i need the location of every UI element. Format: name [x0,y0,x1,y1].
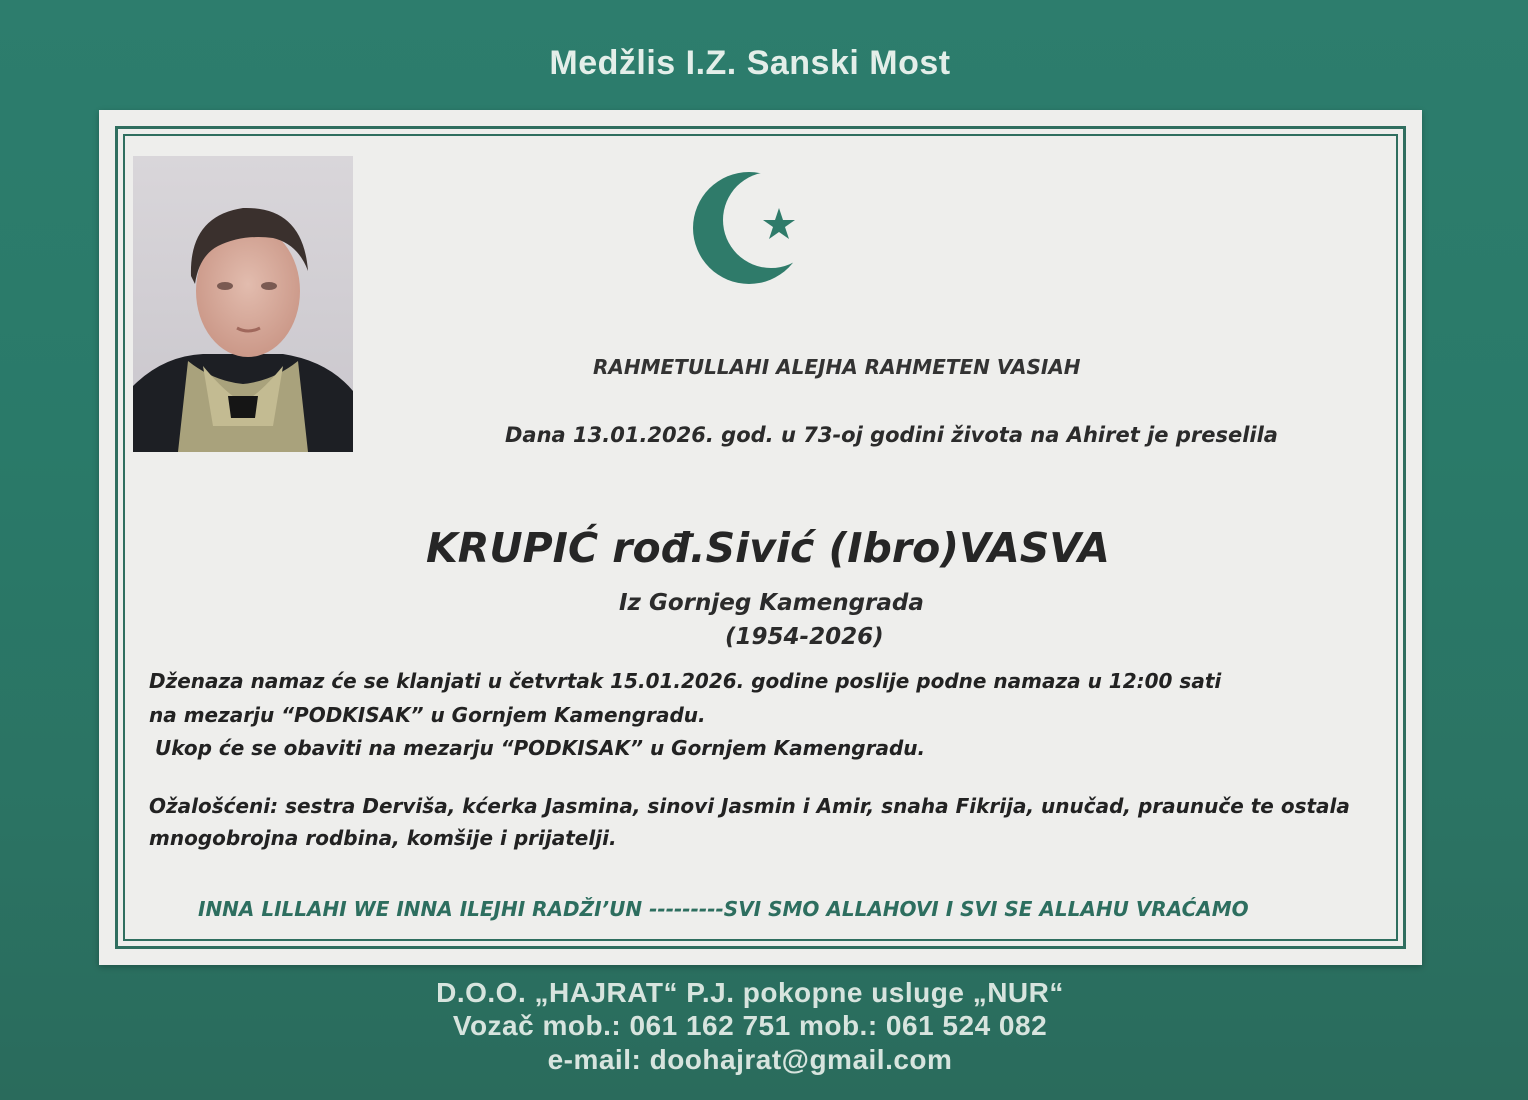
origin-place: Iz Gornjeg Kamengrada [619,590,924,616]
deceased-name: KRUPIĆ rođ.Sivić (Ibro)VASVA [426,524,1110,572]
closing-prayer: INNA LILLAHI WE INNA ILEJHI RADŽI’UN ---------SVI SMO ALLAHOVI I SVI SE ALLAHU VRAĆAMO [198,897,1249,921]
crescent-star-icon [691,168,811,288]
obituary-card [99,110,1422,965]
funeral-prayer-line: Dženaza namaz će se klanjati u četvrtak 15.01.2026. godine poslije podne namaza u 12:00 sati [149,669,1222,693]
footer-email: e-mail: doohajrat@gmail.com [547,1044,953,1075]
footer-phones: Vozač mob.: 061 162 751 mob.: 061 524 082 [452,1010,1048,1041]
portrait-image [133,156,353,452]
invocation-text: RAHMETULLAHI ALEJHA RAHMETEN VASIAH [593,355,1081,379]
footer-company: D.O.O. „HAJRAT“ P.J. pokopne usluge „NUR“ [436,977,1064,1008]
life-years: (1954-2026) [725,624,884,650]
death-date-line: Dana 13.01.2026. god. u 73-oj godini života na Ahiret je preselila [505,423,1278,447]
header-title: Medžlis I.Z. Sanski Most [549,44,951,82]
mourners-line-1: Ožalošćeni: sestra Derviša, kćerka Jasmina, sinovi Jasmin i Amir, snaha Fikrija, unučad, praunuče te ostala [149,794,1350,818]
mourners-line-2: mnogobrojna rodbina, komšije i prijatelji. [149,826,617,850]
portrait-photo [133,156,353,452]
burial-line: Ukop će se obaviti na mezarju “PODKISAK” u Gornjem Kamengradu. [155,736,926,760]
funeral-location-line: na mezarju “PODKISAK” u Gornjem Kamengradu. [149,703,706,727]
